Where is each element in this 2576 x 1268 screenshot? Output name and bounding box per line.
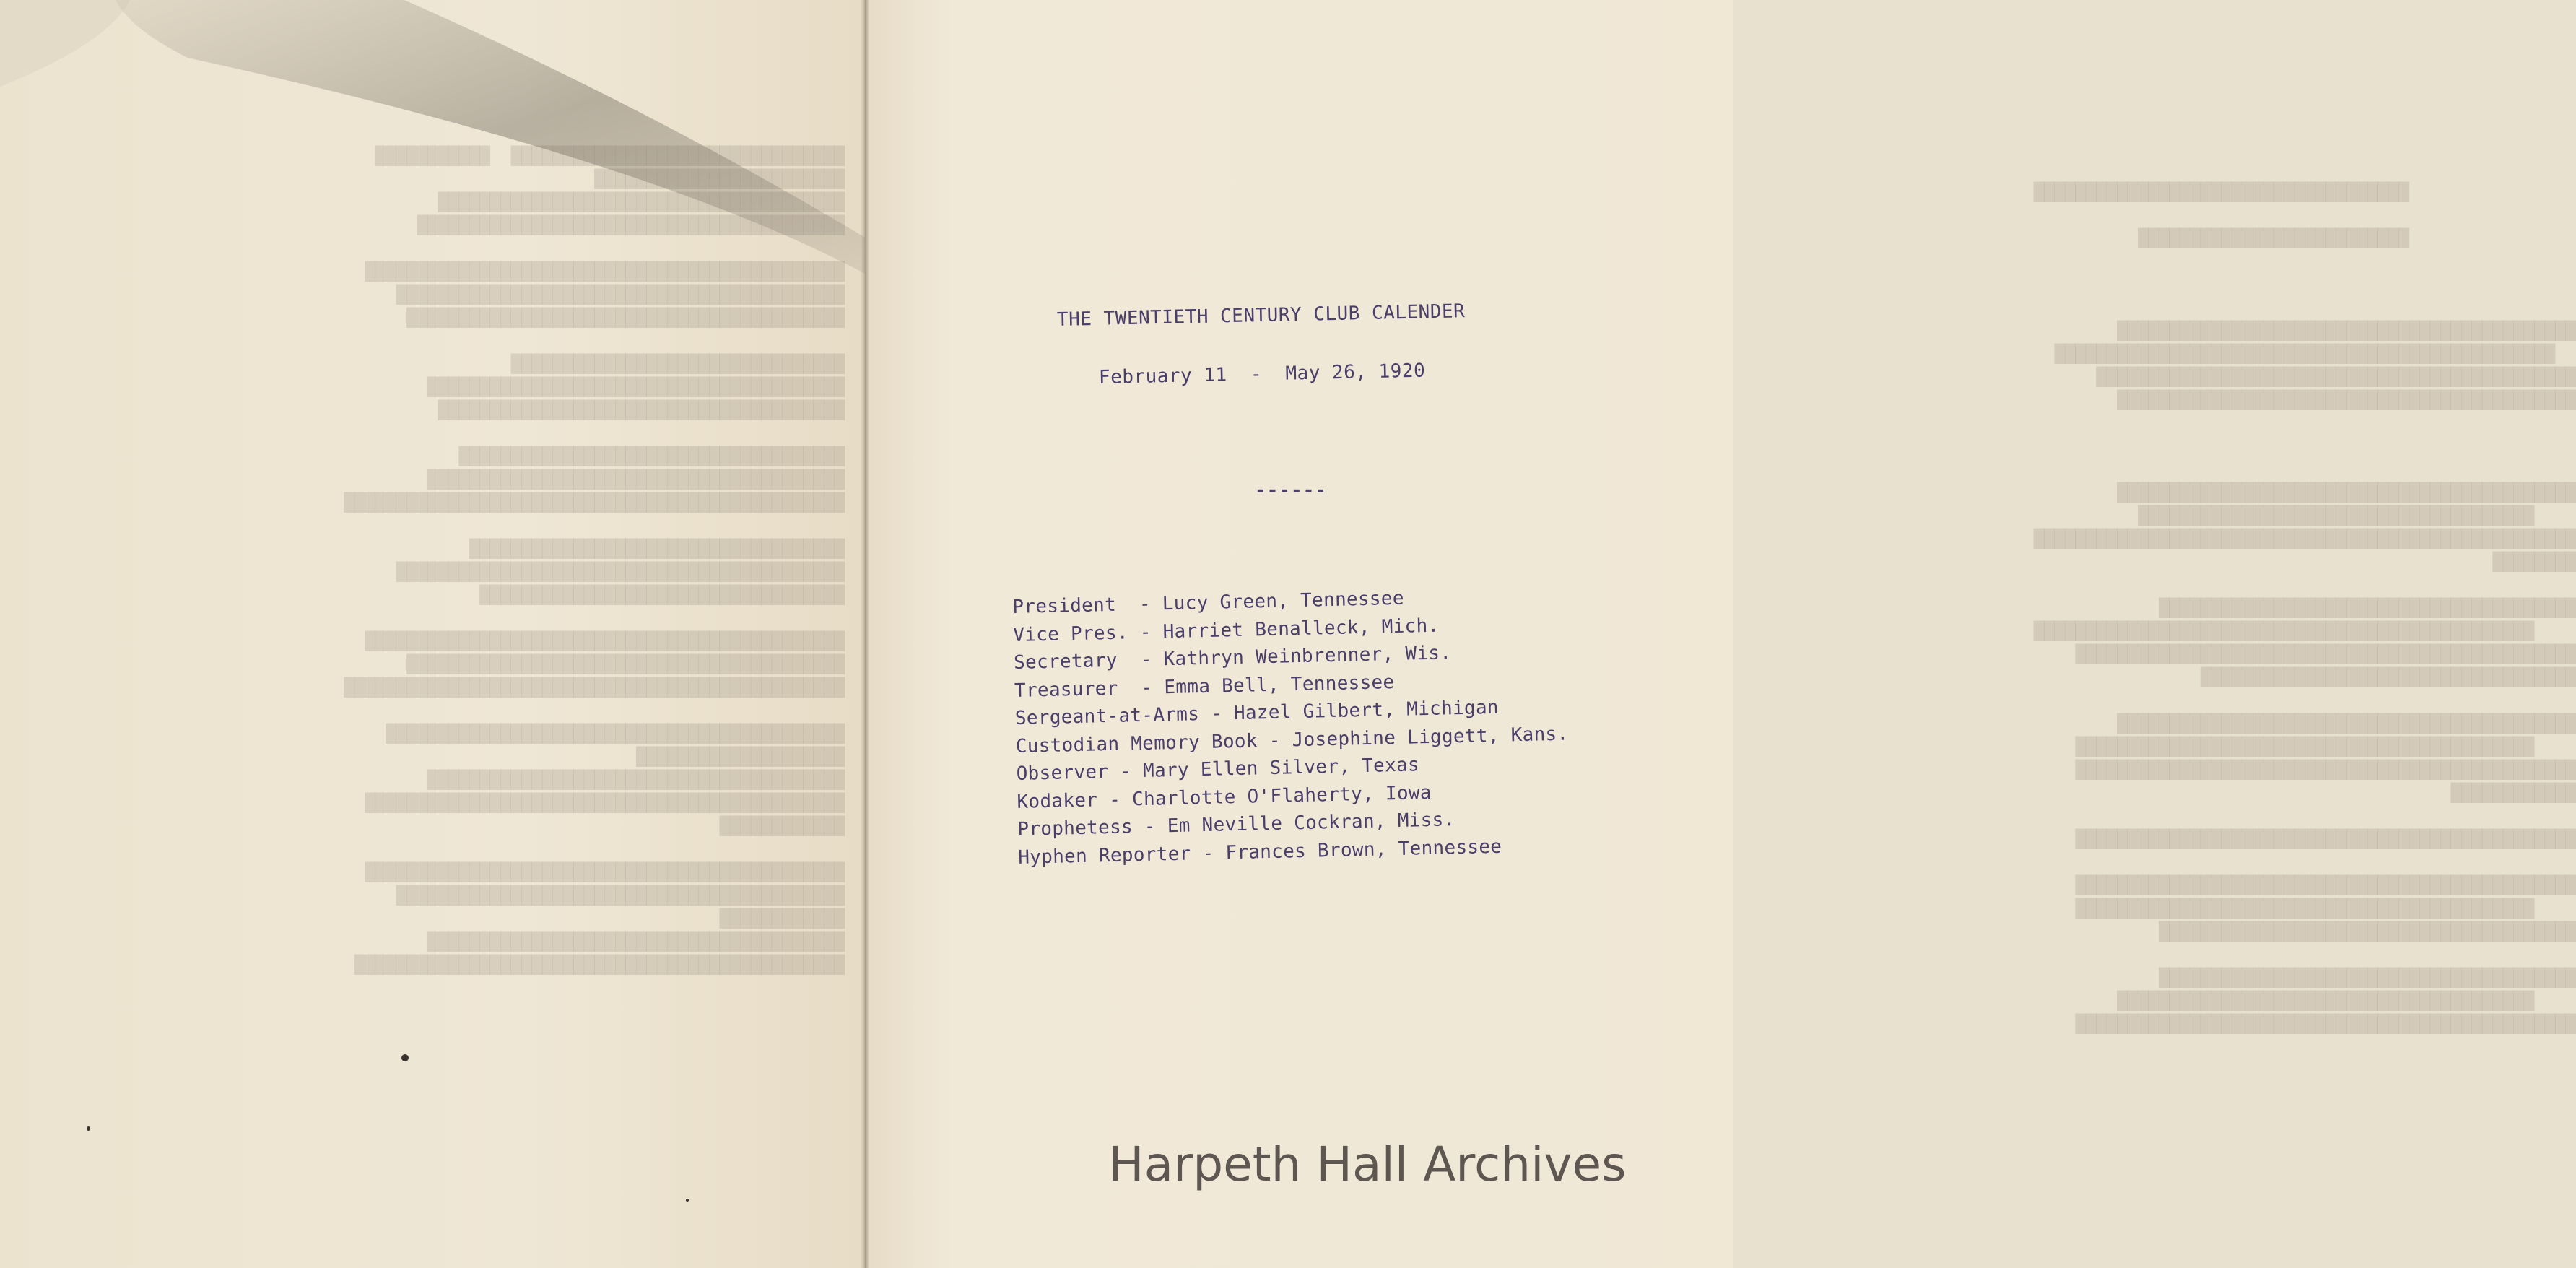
officer-name: - Mary Ellen Silver, Texas	[1119, 754, 1420, 783]
center-fold	[861, 0, 869, 1268]
calendar-title: THE TWENTIETH CENTURY CLUB CALENDER	[1056, 300, 1466, 331]
officer-name: - Lucy Green, Tennessee	[1139, 587, 1405, 616]
calendar-dates: February 11 - May 26, 1920	[1098, 360, 1426, 388]
ink-speck	[686, 1199, 689, 1202]
officer-role: Custodian Memory Book	[1015, 729, 1270, 757]
ink-speck	[401, 1054, 409, 1061]
officer-role: Sergeant-at-Arms	[1014, 703, 1211, 729]
officer-name: - Kathryn Weinbrenner, Wis.	[1140, 642, 1452, 671]
officer-name: - Harriet Benalleck, Mich.	[1139, 615, 1440, 643]
officer-name: - Charlotte O'Flaherty, Iowa	[1108, 781, 1432, 811]
left-page	[0, 0, 865, 1268]
right-page-bleed-through: ████████████████████████████████████ ██████████████████████████ ████████████████████████████████████████████ ████████████████████████████████████████████████ ██████████████████████████████████████████████ ████████████████████████████████████████████ ████████████████████████████████████████████ ██████████████████████████████████████ ████████████████████████████████████████████████████ ████████ ████████████████████████████████████████ ████████████████████████████████████████████████ ████████████████████████████████████████████████ ████████████████████████████████████ ████████████████████████████████████████████ ████████████████████████████████████████████ ████████████████████████████████████████████████ ████████████ ████████████████████████████████████████████████ ████████████████████████████████████████████████ ████████████████████████████████████████████ ████████████████████████████████████████ ████████████████████████████████████████ ████████████████████████████████████████ ████████████████████████████████████████████████	[2033, 182, 2576, 1034]
officer-name: - Em Neville Cockran, Miss.	[1144, 809, 1455, 838]
officer-role: Hyphen Reporter	[1017, 842, 1203, 869]
officer-role: Observer	[1016, 760, 1121, 785]
officer-name: - Frances Brown, Tennessee	[1202, 835, 1502, 864]
officer-role: Prophetess	[1017, 815, 1145, 841]
officer-name: - Hazel Gilbert, Michigan	[1210, 696, 1500, 725]
officer-name: - Emma Bell, Tennessee	[1141, 671, 1395, 699]
officer-role: Treasurer	[1014, 677, 1141, 702]
divider-dashes: ------	[1255, 479, 1327, 501]
ink-speck	[87, 1126, 90, 1131]
archive-watermark: Harpeth Hall Archives	[1108, 1137, 1627, 1192]
officer-role: Vice Pres.	[1012, 621, 1141, 646]
officer-name: - Josephine Liggett, Kans.	[1269, 723, 1569, 752]
officer-role: Secretary	[1013, 648, 1141, 674]
officer-role: Kodaker	[1017, 789, 1110, 813]
officers-list	[1012, 581, 1571, 872]
officer-role: President	[1012, 594, 1140, 618]
left-page-bleed-through: ████████████████████████████████ ███████████ ████████████████████████ ███████████████████████████████████████ █████████████████████████████████████████ ██████████████████████████████████████████████ ███████████████████████████████████████████ ██████████████████████████████████████████ ████████████████████████████████ ████████████████████████████████████████ ███████████████████████████████████████ █████████████████████████████████████ ████████████████████████████████████████ ████████████████████████████████████████████████ ████████████████████████████████████ ███████████████████████████████████████████ ███████████████████████████████████ ██████████████████████████████████████████████ ██████████████████████████████████████████ ████████████████████████████████████████████████ ████████████████████████████████████████████ ████████████████████ ████████████████████████████████████████ ██████████████████████████████████████████████ ████████████ ██████████████████████████████████████████████ ███████████████████████████████████████████ ████████████ ████████████████████████████████████████ ███████████████████████████████████████████████	[344, 146, 845, 975]
